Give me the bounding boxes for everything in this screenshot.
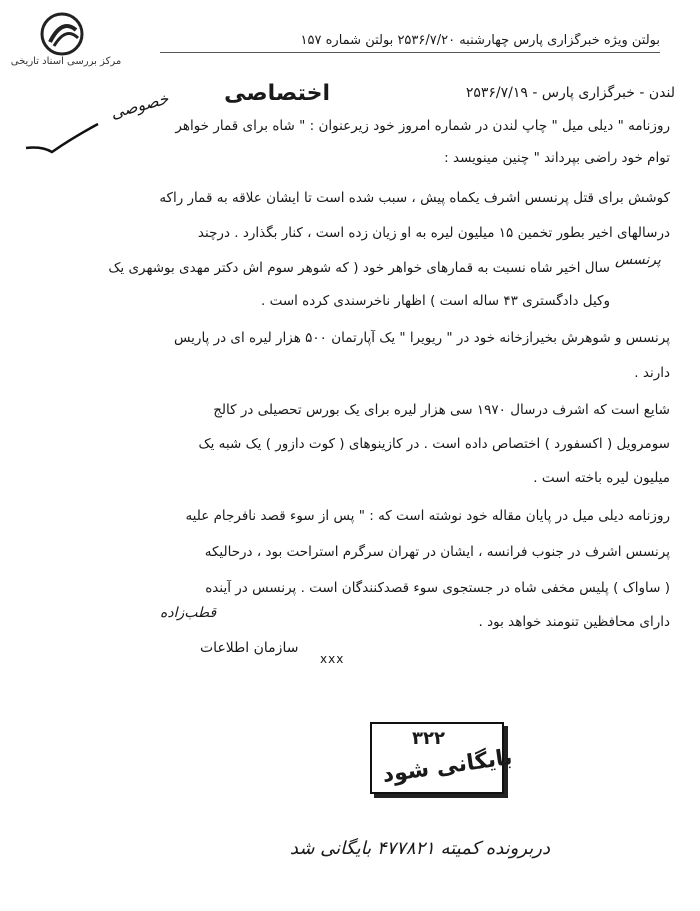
archive-stamp: [370, 722, 514, 794]
paragraph-3-line-2: دارند .: [634, 365, 670, 381]
archive-logo-icon: [40, 12, 84, 56]
paragraph-2-line-3: سال اخیر شاه نسبت به قمارهای خواهر خود ( که شوهر سوم اش دکتر مهدی بوشهری یک: [108, 260, 610, 276]
end-mark: xxx: [320, 652, 345, 666]
bulletin-header: بولتن ویژه خبرگزاری پارس چهارشنبه ۲۵۳۶/۷/۲۰ بولتن شماره ۱۵۷: [300, 33, 660, 48]
paragraph-2-line-1: کوشش برای قتل پرنسس اشرف یکماه پیش ، سبب شده است تا ایشان علاقه به قمار راکه: [159, 190, 670, 206]
margin-note: پرنسس: [615, 252, 661, 268]
paragraph-3-line-1: پرنسس و شوهرش بخیرازخانه خود در " ریویرا " یک آپارتمان ۵۰۰ هزار لیره ای در پاریس: [173, 330, 670, 346]
paragraph-2-line-4: وکیل دادگستری ۴۳ ساله است ) اظهار ناخرسندی کرده است .: [260, 293, 610, 309]
handwritten-annotation: خصوصی: [108, 88, 171, 123]
dateline: لندن - خبرگزاری پارس - ۲۵۳۶/۷/۱۹: [465, 85, 675, 101]
paragraph-1-line-2: توام خود راضی بپرداند " چنین مینویسد :: [444, 150, 670, 166]
header-divider: [160, 52, 660, 53]
paragraph-4-line-3: میلیون لیره باخته است .: [533, 470, 670, 486]
archive-stamp-text: بایگانی شود: [380, 745, 514, 788]
paragraph-1-line-1: روزنامه " دیلی میل " چاپ لندن در شماره امروز خود زیرعنوان : " شاه برای قمار خواهر: [175, 118, 670, 134]
signature-name: قطب‌زاده: [160, 605, 217, 621]
signature-org: سازمان اطلاعات: [200, 640, 299, 656]
paragraph-5-line-1: روزنامه دیلی میل در پایان مقاله خود نوشته است که : " پس از سوء قصد نافرجام علیه: [185, 508, 670, 524]
paragraph-2-line-2: درسالهای اخیر بطور تخمین ۱۵ میلیون لیره به او زیان زده است ، کنار بگذارد . درچند: [197, 225, 670, 241]
confidential-stamp: اختصاصی: [224, 81, 330, 106]
paragraph-4-line-1: شایع است که اشرف درسال ۱۹۷۰ سی هزار لیره برای یک بورس تحصیلی در کالج: [213, 402, 670, 418]
paragraph-5-line-2: پرنسس اشرف در جنوب فرانسه ، ایشان در تهران سرگرم استراحت بود ، درحالیکه: [204, 544, 670, 560]
footer-handwritten-note: دربرونده کمیته ۴۷۷۸۲۱ بایگانی شد: [289, 838, 550, 859]
paragraph-4-line-2: سومرویل ( اکسفورد ) اختصاص داده است . در کازینوهای ( کوت دازور ) یک شبه یک: [198, 436, 670, 452]
archive-stamp-number: ۳۲۲: [412, 728, 445, 749]
logo-caption: مرکز بررسی اسناد تاریخی: [10, 56, 122, 67]
paragraph-5-line-4: دارای محافظین تنومند خواهد بود .: [478, 614, 670, 630]
paragraph-5-line-3: ( ساواک ) پلیس مخفی شاه در جستجوی سوء قصدکنندگان است . پرنسس در آینده: [205, 580, 670, 596]
